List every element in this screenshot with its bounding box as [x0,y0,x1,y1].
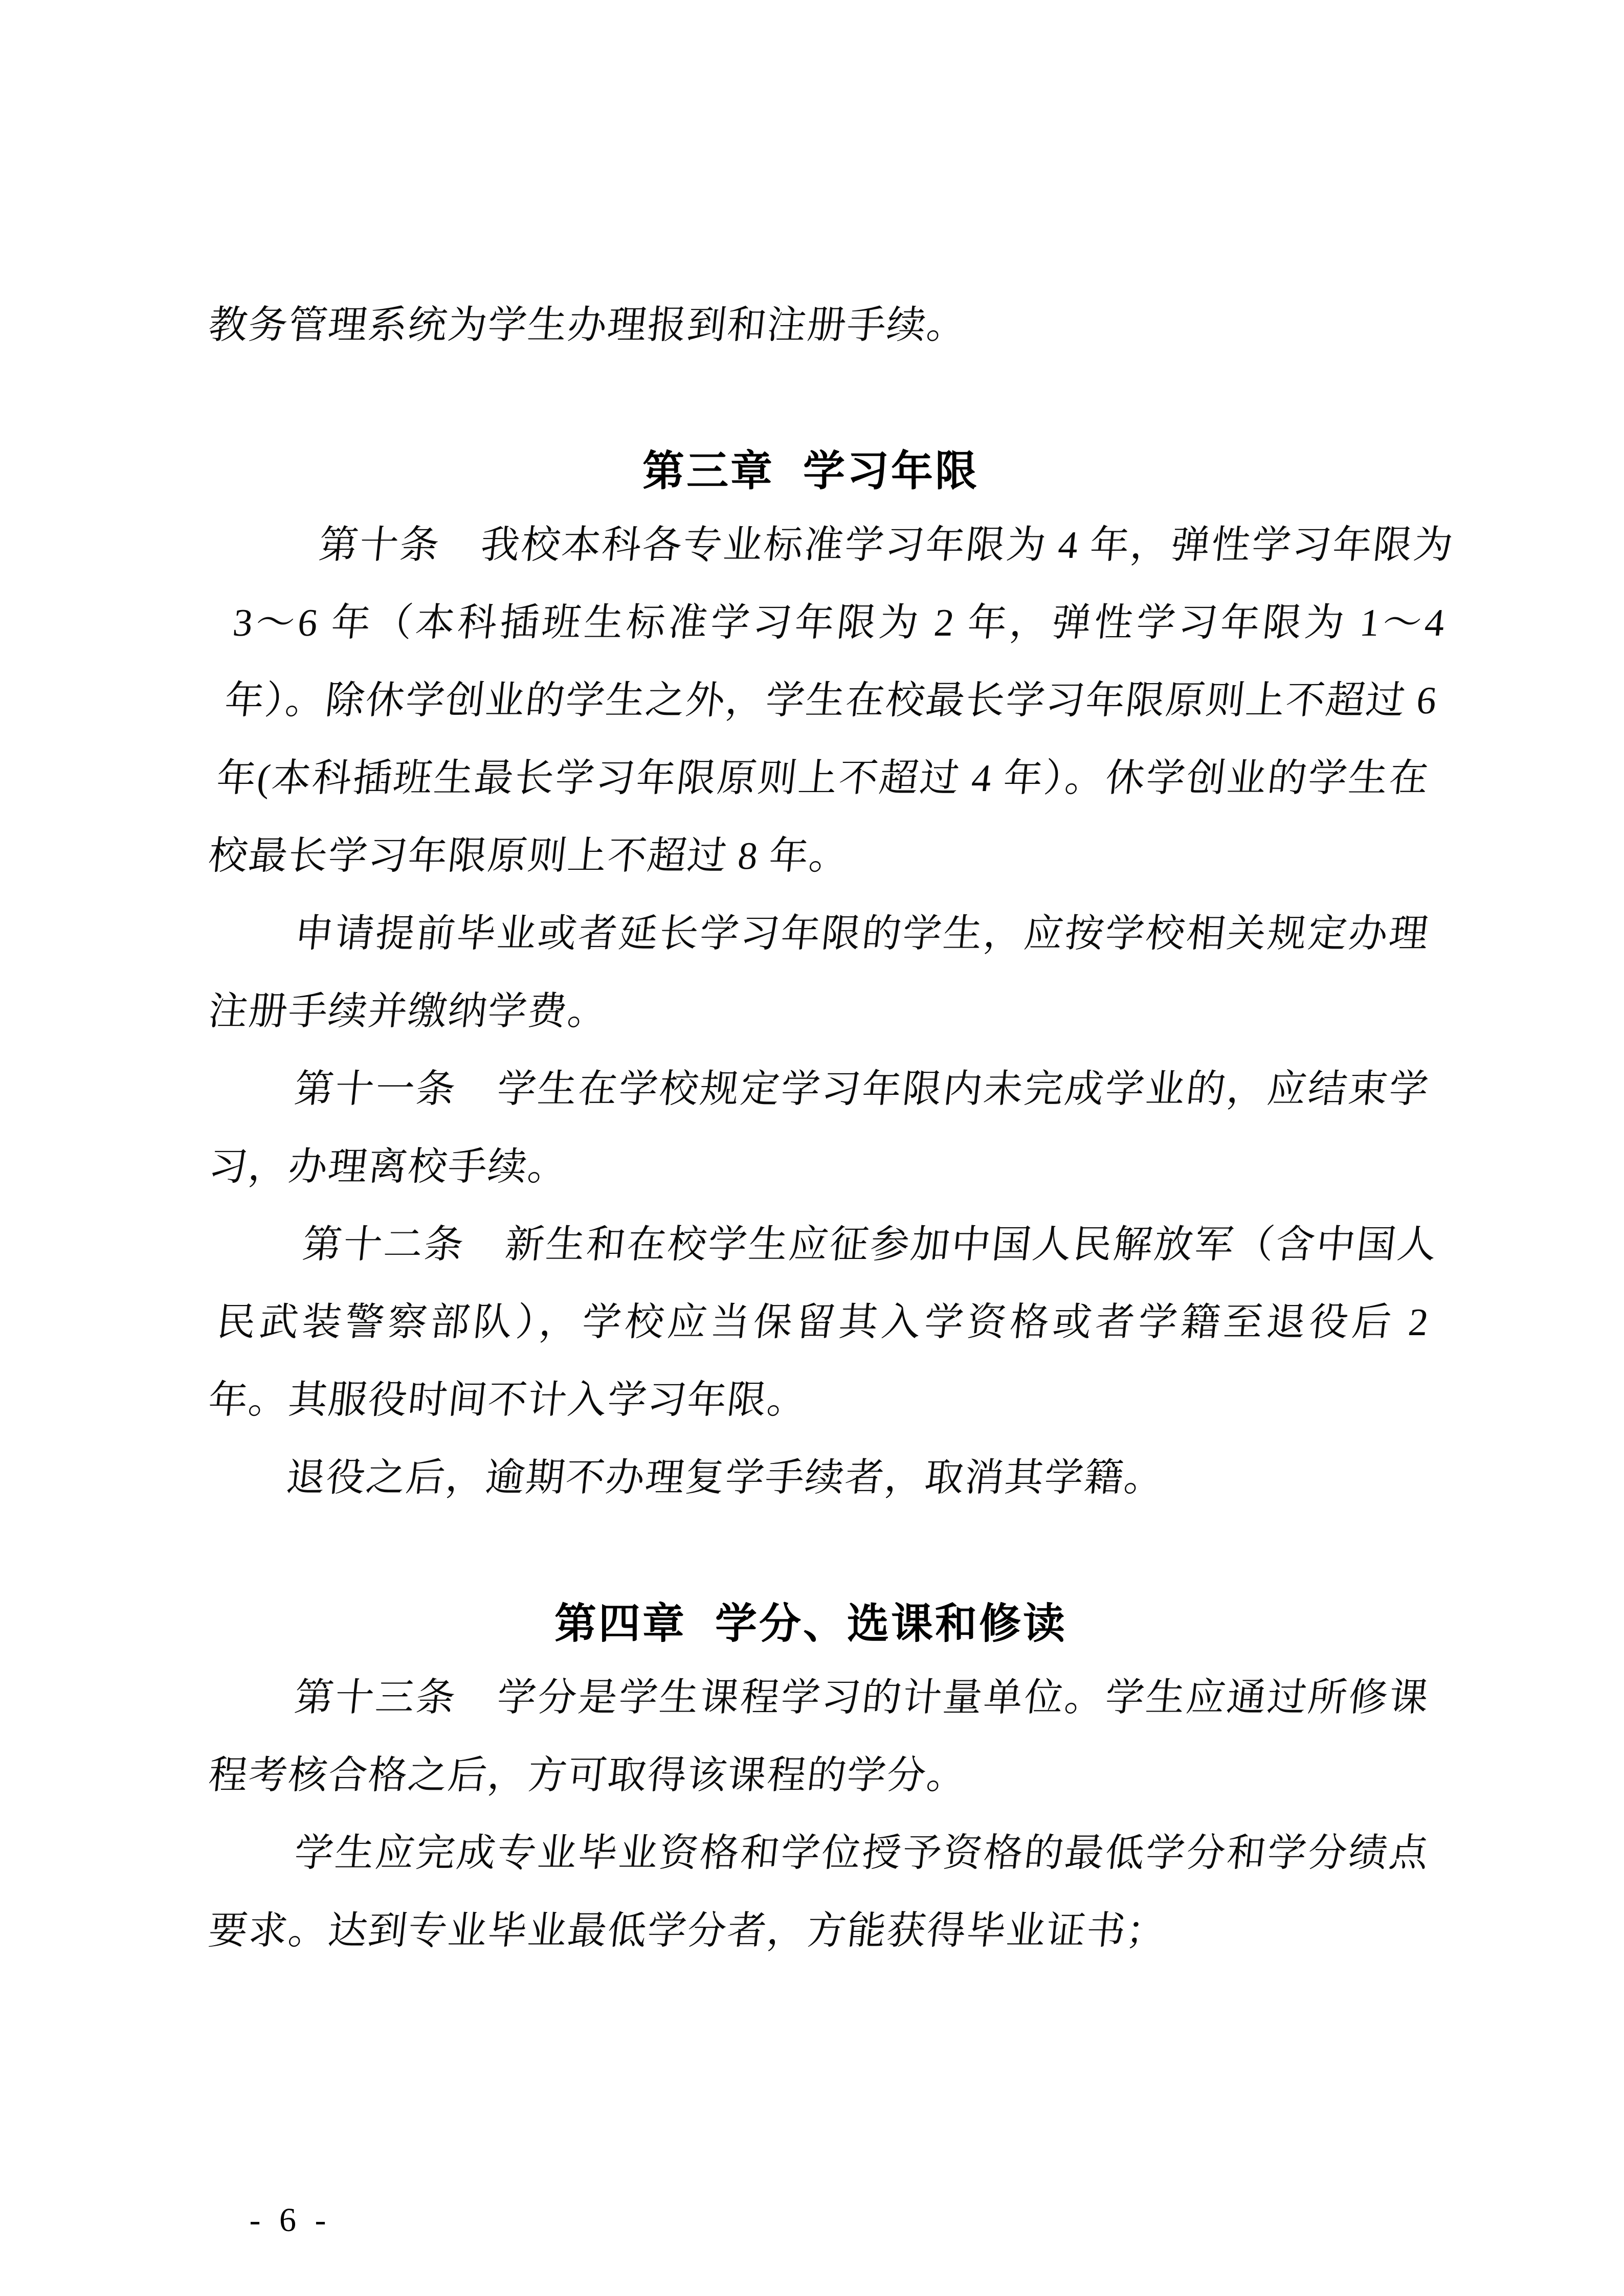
spacer-after-chapter-four [205,1655,1417,1659]
page-number: - 6 - [249,2201,331,2239]
spacer-before-chapter-three [205,364,1417,441]
article-13-paragraph: 第十三条 学分是学生课程学习的计量单位。学生应通过所修课程考核合格之后，方可取得该课程的学分。 [206,1676,1432,1797]
chapter-three-title: 学习年限 [803,448,980,494]
chapter-three-number: 第三章 [642,448,774,494]
article-12-second-paragraph: 退役之后，逾期不办理复学手续者，取消其学籍。 [284,1456,1167,1499]
paragraph-continued-from-previous-page: 教务管理系统为学生办理报到和注册手续。 [206,304,969,347]
chapter-four-title: 学分、选课和修读 [715,1601,1067,1647]
article-10-second-paragraph: 申请提前毕业或者延长学习年限的学生，应按学校相关规定办理注册手续并缴纳学费。 [206,912,1432,1033]
article-12-paragraph: 第十二条 新生和在校学生应征参加中国人民解放军（含中国人民武装警察部队），学校应当保留其入学资格或者学籍至退役后 2 年。其服役时间不计入学习年限。 [206,1223,1440,1422]
chapter-four-heading [205,1593,1417,1655]
article-13-second-paragraph: 学生应完成专业毕业资格和学位授予资格的最低学分和学分绩点要求。达到专业毕业最低学分者，方能获得毕业证书； [206,1832,1432,1952]
chapter-four-number: 第四章 [554,1601,686,1647]
article-11-paragraph: 第十一条 学生在学校规定学习年限内未完成学业的，应结束学习，办理离校手续。 [206,1068,1432,1188]
article-10-paragraph: 第十条 我校本科各专业标准学习年限为 4 年，弹性学习年限为 3～6 年（本科插班生标准学习年限为 2 年，弹性学习年限为 1～4 年）。除休学创业的学生之外，学生在校最长学习年限原则上不超过 6 年(本科插班生最长学习年限原则上不超过 4 年）。休学创业的学生在校最长学习年限原则上不超过 8 年。 [206,524,1456,877]
spacer-after-chapter-three [205,502,1417,506]
document-body-column [205,286,1456,1970]
spacer-before-chapter-four [205,1517,1417,1593]
chapter-three-heading [205,441,1417,502]
